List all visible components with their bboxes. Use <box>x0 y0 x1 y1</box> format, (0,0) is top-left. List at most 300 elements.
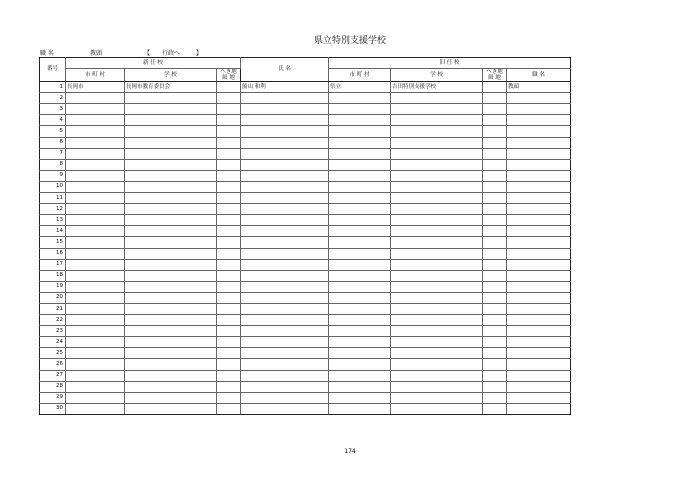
row-new-city <box>66 337 125 348</box>
table-row <box>40 337 571 348</box>
header-old-remote-line1: へき地 <box>486 69 503 76</box>
header-old-remote-line2: 級 地 <box>488 75 501 82</box>
row-number: 25 <box>40 348 66 359</box>
row-number: 6 <box>40 137 66 148</box>
row-old-school <box>391 370 483 381</box>
row-name <box>241 326 329 337</box>
row-number: 4 <box>40 115 66 126</box>
row-new-city <box>66 370 125 381</box>
row-old-city <box>329 292 391 303</box>
row-new-school <box>125 337 217 348</box>
row-new-city <box>66 204 125 215</box>
row-old-remote <box>483 215 507 226</box>
row-old-remote <box>483 348 507 359</box>
row-job <box>507 170 571 181</box>
row-old-remote <box>483 270 507 281</box>
row-job <box>507 237 571 248</box>
row-old-city <box>329 237 391 248</box>
row-new-school <box>125 292 217 303</box>
row-new-city <box>66 148 125 159</box>
row-new-remote <box>217 137 241 148</box>
row-old-remote <box>483 403 507 414</box>
row-old-school <box>391 326 483 337</box>
row-job <box>507 137 571 148</box>
row-new-remote <box>217 326 241 337</box>
row-new-school <box>125 281 217 292</box>
row-old-school <box>391 315 483 326</box>
table-row <box>40 348 571 359</box>
table-row <box>40 281 571 292</box>
row-number: 30 <box>40 403 66 414</box>
row-old-school <box>391 303 483 314</box>
row-old-school <box>391 237 483 248</box>
row-number: 1 <box>40 82 66 93</box>
row-old-city: 県立 <box>329 82 391 93</box>
row-new-remote <box>217 403 241 414</box>
position-label: 職 名 <box>40 50 54 57</box>
row-new-school <box>125 359 217 370</box>
row-job <box>507 381 571 392</box>
row-new-city <box>66 170 125 181</box>
table-row <box>40 181 571 192</box>
row-old-remote <box>483 93 507 104</box>
row-old-remote <box>483 392 507 403</box>
row-new-remote <box>217 237 241 248</box>
row-new-school <box>125 159 217 170</box>
row-old-remote <box>483 115 507 126</box>
row-job <box>507 292 571 303</box>
row-old-city <box>329 126 391 137</box>
row-job <box>507 204 571 215</box>
table-row <box>40 215 571 226</box>
row-new-city <box>66 115 125 126</box>
row-new-remote <box>217 126 241 137</box>
row-new-school <box>125 348 217 359</box>
row-new-remote <box>217 215 241 226</box>
row-number: 23 <box>40 326 66 337</box>
row-old-school <box>391 115 483 126</box>
row-job <box>507 126 571 137</box>
table-row <box>40 126 571 137</box>
table-row <box>40 115 571 126</box>
row-old-remote <box>483 126 507 137</box>
row-old-school <box>391 381 483 392</box>
row-old-remote <box>483 370 507 381</box>
row-number: 14 <box>40 226 66 237</box>
row-new-city <box>66 104 125 115</box>
table-row <box>40 292 571 303</box>
row-new-remote <box>217 104 241 115</box>
row-name <box>241 204 329 215</box>
row-job <box>507 115 571 126</box>
row-old-city <box>329 115 391 126</box>
row-name <box>241 248 329 259</box>
row-name <box>241 193 329 204</box>
row-old-city <box>329 104 391 115</box>
row-old-remote <box>483 259 507 270</box>
row-new-remote <box>217 315 241 326</box>
table-row <box>40 381 571 392</box>
header-name: 氏 名 <box>241 58 329 82</box>
row-new-city <box>66 348 125 359</box>
row-new-city <box>66 281 125 292</box>
row-name <box>241 259 329 270</box>
header-new-post: 新 任 校 <box>66 58 241 69</box>
row-old-remote <box>483 248 507 259</box>
row-new-remote <box>217 337 241 348</box>
row-new-school <box>125 181 217 192</box>
table-row <box>40 226 571 237</box>
row-number: 9 <box>40 170 66 181</box>
row-old-city <box>329 270 391 281</box>
transfer-table <box>39 57 571 415</box>
row-name <box>241 104 329 115</box>
header-job-title: 職 名 <box>507 69 571 82</box>
row-number: 20 <box>40 292 66 303</box>
row-number: 18 <box>40 270 66 281</box>
row-job <box>507 392 571 403</box>
row-number: 13 <box>40 215 66 226</box>
row-old-school <box>391 292 483 303</box>
row-name <box>241 403 329 414</box>
table-row <box>40 137 571 148</box>
row-number: 2 <box>40 93 66 104</box>
row-number: 29 <box>40 392 66 403</box>
row-old-remote <box>483 204 507 215</box>
row-name <box>241 337 329 348</box>
row-old-school <box>391 126 483 137</box>
row-job <box>507 259 571 270</box>
row-job: 教頭 <box>507 82 571 93</box>
bracket-close: 】 <box>196 50 203 57</box>
row-old-school: 吉田特別支援学校 <box>391 82 483 93</box>
row-new-remote <box>217 170 241 181</box>
table-row <box>40 237 571 248</box>
header-new-school: 学 校 <box>125 69 217 82</box>
row-old-city <box>329 337 391 348</box>
row-name <box>241 392 329 403</box>
row-new-city <box>66 381 125 392</box>
row-job <box>507 270 571 281</box>
row-new-city <box>66 359 125 370</box>
row-job <box>507 104 571 115</box>
row-number: 3 <box>40 104 66 115</box>
document-title: 県立特別支援学校 <box>313 36 386 46</box>
row-number: 16 <box>40 248 66 259</box>
row-new-remote <box>217 392 241 403</box>
row-old-school <box>391 348 483 359</box>
row-old-city <box>329 137 391 148</box>
row-old-remote <box>483 159 507 170</box>
row-old-remote <box>483 337 507 348</box>
row-new-remote <box>217 148 241 159</box>
row-name <box>241 226 329 237</box>
row-job <box>507 226 571 237</box>
row-new-city <box>66 326 125 337</box>
row-old-city <box>329 370 391 381</box>
row-old-remote <box>483 170 507 181</box>
row-old-city <box>329 193 391 204</box>
row-name <box>241 148 329 159</box>
row-job <box>507 359 571 370</box>
row-new-school <box>125 237 217 248</box>
row-new-remote <box>217 270 241 281</box>
row-name <box>241 237 329 248</box>
row-name <box>241 315 329 326</box>
row-job <box>507 93 571 104</box>
row-number: 8 <box>40 159 66 170</box>
row-name: 船山 和利 <box>241 82 329 93</box>
row-new-city <box>66 303 125 314</box>
table-row <box>40 326 571 337</box>
table-row <box>40 104 571 115</box>
row-new-school <box>125 226 217 237</box>
row-old-city <box>329 359 391 370</box>
row-old-school <box>391 226 483 237</box>
row-old-remote <box>483 148 507 159</box>
row-new-remote <box>217 193 241 204</box>
row-new-city <box>66 403 125 414</box>
row-old-school <box>391 281 483 292</box>
row-new-city <box>66 181 125 192</box>
row-new-remote <box>217 348 241 359</box>
row-old-city <box>329 303 391 314</box>
header-new-remote <box>217 69 241 82</box>
row-old-school <box>391 193 483 204</box>
row-job <box>507 315 571 326</box>
row-number: 11 <box>40 193 66 204</box>
row-number: 26 <box>40 359 66 370</box>
row-new-remote <box>217 359 241 370</box>
row-old-school <box>391 359 483 370</box>
header-new-remote-line1: へき地 <box>220 69 237 76</box>
row-job <box>507 159 571 170</box>
row-old-remote <box>483 104 507 115</box>
row-new-remote <box>217 381 241 392</box>
table-row <box>40 303 571 314</box>
row-old-remote <box>483 193 507 204</box>
row-old-school <box>391 181 483 192</box>
row-new-school <box>125 315 217 326</box>
row-new-remote <box>217 281 241 292</box>
row-old-remote <box>483 181 507 192</box>
row-old-city <box>329 392 391 403</box>
row-job <box>507 248 571 259</box>
row-new-remote <box>217 370 241 381</box>
row-old-city <box>329 259 391 270</box>
row-new-city <box>66 392 125 403</box>
table-row <box>40 93 571 104</box>
row-new-school <box>125 303 217 314</box>
row-old-remote <box>483 315 507 326</box>
row-new-school <box>125 403 217 414</box>
table-row <box>40 403 571 414</box>
row-new-remote <box>217 248 241 259</box>
table-row <box>40 193 571 204</box>
row-new-school <box>125 137 217 148</box>
row-old-school <box>391 259 483 270</box>
table-row <box>40 270 571 281</box>
row-old-school <box>391 403 483 414</box>
row-old-city <box>329 248 391 259</box>
row-new-city <box>66 126 125 137</box>
row-new-city <box>66 315 125 326</box>
row-old-school <box>391 170 483 181</box>
row-number: 7 <box>40 148 66 159</box>
row-old-city <box>329 148 391 159</box>
row-old-city <box>329 159 391 170</box>
row-old-city <box>329 326 391 337</box>
row-old-school <box>391 137 483 148</box>
row-old-school <box>391 392 483 403</box>
row-name <box>241 115 329 126</box>
row-old-city <box>329 93 391 104</box>
bracket-text: 行政へ <box>162 50 181 57</box>
table-row <box>40 259 571 270</box>
row-new-school <box>125 259 217 270</box>
row-old-city <box>329 281 391 292</box>
row-new-school <box>125 126 217 137</box>
row-old-remote <box>483 82 507 93</box>
row-new-remote <box>217 82 241 93</box>
row-old-city <box>329 315 391 326</box>
row-job <box>507 303 571 314</box>
row-old-school <box>391 215 483 226</box>
row-new-city <box>66 270 125 281</box>
row-job <box>507 281 571 292</box>
row-new-school <box>125 381 217 392</box>
row-old-school <box>391 248 483 259</box>
row-new-school <box>125 93 217 104</box>
row-name <box>241 381 329 392</box>
table-row <box>40 392 571 403</box>
row-job <box>507 403 571 414</box>
row-old-remote <box>483 281 507 292</box>
row-old-city <box>329 204 391 215</box>
row-job <box>507 215 571 226</box>
row-old-remote <box>483 226 507 237</box>
row-name <box>241 303 329 314</box>
row-new-remote <box>217 292 241 303</box>
row-name <box>241 348 329 359</box>
table-row <box>40 170 571 181</box>
row-old-school <box>391 270 483 281</box>
row-old-remote <box>483 292 507 303</box>
row-number: 10 <box>40 181 66 192</box>
header-new-city: 市 町 村 <box>66 69 125 82</box>
page-number: 174 <box>344 448 356 455</box>
row-job <box>507 181 571 192</box>
row-job <box>507 370 571 381</box>
row-new-school <box>125 270 217 281</box>
header-old-remote <box>483 69 507 82</box>
position-value: 教頭 <box>90 50 103 57</box>
row-number: 17 <box>40 259 66 270</box>
row-name <box>241 215 329 226</box>
row-job <box>507 337 571 348</box>
row-new-remote <box>217 259 241 270</box>
row-old-city <box>329 348 391 359</box>
table-body <box>40 82 571 415</box>
row-name <box>241 93 329 104</box>
row-new-city <box>66 259 125 270</box>
row-name <box>241 370 329 381</box>
row-name <box>241 159 329 170</box>
row-new-city: 長岡市 <box>66 82 125 93</box>
row-name <box>241 126 329 137</box>
row-new-remote <box>217 93 241 104</box>
row-old-remote <box>483 359 507 370</box>
row-job <box>507 193 571 204</box>
row-new-city <box>66 237 125 248</box>
row-number: 24 <box>40 337 66 348</box>
row-old-remote <box>483 237 507 248</box>
row-old-remote <box>483 137 507 148</box>
row-new-remote <box>217 115 241 126</box>
row-new-city <box>66 93 125 104</box>
row-new-city <box>66 248 125 259</box>
table-row <box>40 204 571 215</box>
row-job <box>507 348 571 359</box>
row-number: 22 <box>40 315 66 326</box>
row-name <box>241 292 329 303</box>
row-job <box>507 326 571 337</box>
row-new-city <box>66 193 125 204</box>
row-name <box>241 181 329 192</box>
row-name <box>241 270 329 281</box>
row-old-city <box>329 381 391 392</box>
row-new-remote <box>217 181 241 192</box>
row-new-city <box>66 159 125 170</box>
row-old-city <box>329 226 391 237</box>
row-name <box>241 137 329 148</box>
row-old-city <box>329 403 391 414</box>
row-new-school <box>125 104 217 115</box>
row-old-city <box>329 181 391 192</box>
row-new-remote <box>217 159 241 170</box>
header-old-post: 旧 任 校 <box>329 58 571 69</box>
header-old-school: 学 校 <box>391 69 483 82</box>
row-old-city <box>329 170 391 181</box>
header-old-city: 市 町 村 <box>329 69 391 82</box>
row-name <box>241 359 329 370</box>
row-new-school <box>125 204 217 215</box>
row-old-remote <box>483 303 507 314</box>
row-old-school <box>391 93 483 104</box>
row-new-remote <box>217 204 241 215</box>
row-new-school: 長岡市教育委員会 <box>125 82 217 93</box>
row-new-city <box>66 137 125 148</box>
row-name <box>241 281 329 292</box>
header-number: 番号 <box>40 58 66 82</box>
row-old-school <box>391 104 483 115</box>
row-old-city <box>329 215 391 226</box>
row-old-school <box>391 148 483 159</box>
table-row <box>40 148 571 159</box>
table-row <box>40 159 571 170</box>
row-new-school <box>125 326 217 337</box>
row-number: 21 <box>40 303 66 314</box>
row-new-school <box>125 170 217 181</box>
table-row <box>40 370 571 381</box>
row-new-school <box>125 115 217 126</box>
table-row <box>40 359 571 370</box>
row-new-city <box>66 226 125 237</box>
row-number: 19 <box>40 281 66 292</box>
row-new-school <box>125 215 217 226</box>
row-new-school <box>125 370 217 381</box>
table-row <box>40 315 571 326</box>
